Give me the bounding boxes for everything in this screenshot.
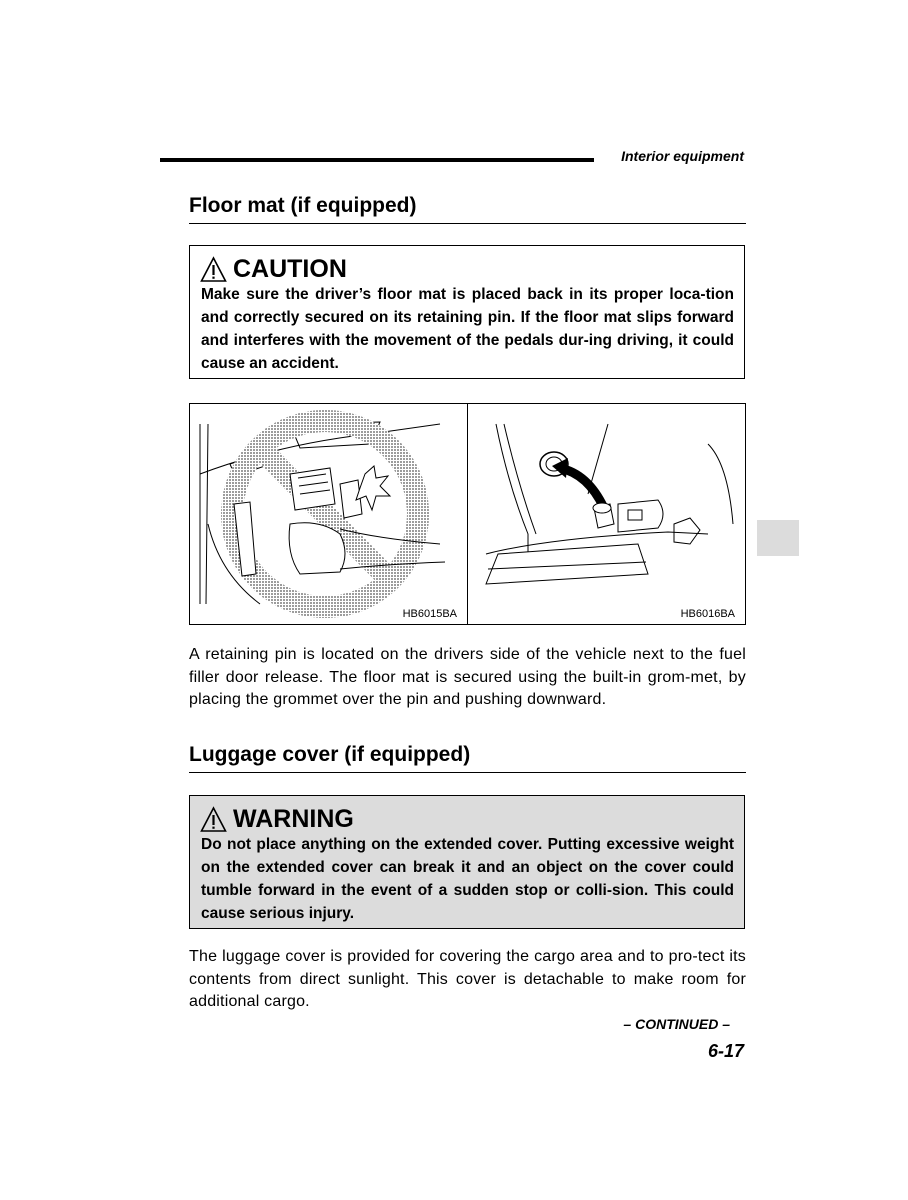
floor-mat-heading: Floor mat (if equipped) [189, 194, 746, 224]
caution-box [189, 245, 745, 379]
figure-code-right: HB6016BA [680, 608, 735, 620]
warning-text: Do not place anything on the extended cover. Putting excessive weight on the extended cover can break it and an object on the cover could tumble forward in the event of a sudden stop or colli-sion. This could cause serious injury. [201, 836, 734, 922]
warning-triangle-icon [200, 806, 227, 833]
figure-code-left: HB6015BA [402, 608, 457, 620]
warning-title-row [200, 804, 734, 834]
chapter-thumb-tab [757, 520, 799, 556]
running-header: Interior equipment [621, 148, 744, 164]
continued-label: – CONTINUED – [623, 1016, 730, 1032]
luggage-cover-heading: Luggage cover (if equipped) [189, 743, 746, 773]
caution-title: CAUTION [233, 255, 347, 283]
caution-text: Make sure the driver’s floor mat is placed back in its proper loca-tion and correctly secured on its retaining pin. If the floor mat slips forward and interferes with the movement of the pedals dur-ing driving, it could cause an accident. [201, 286, 734, 372]
warning-triangle-icon [200, 256, 227, 283]
floor-mat-paragraph: A retaining pin is located on the drivers side of the vehicle next to the fuel filler door release. The floor mat is secured using the built-in grom-met, by placing the grommet over the pin and pushing downward. [189, 646, 746, 708]
pedal-illustration [190, 404, 466, 624]
luggage-cover-paragraph: The luggage cover is provided for covering the cargo area and to pro-tect its contents from direct sunlight. This cover is detachable to make room for additional cargo. [189, 948, 746, 1010]
warning-box [189, 795, 745, 929]
floor-mat-figure [189, 403, 746, 625]
figure-panel-pin [468, 404, 745, 624]
caution-title-row [200, 254, 734, 284]
warning-title: WARNING [233, 805, 354, 833]
header-rule [160, 158, 594, 162]
figure-panel-pedals [190, 404, 468, 624]
retaining-pin-illustration [468, 404, 746, 624]
page-number: 6-17 [707, 1041, 744, 1061]
